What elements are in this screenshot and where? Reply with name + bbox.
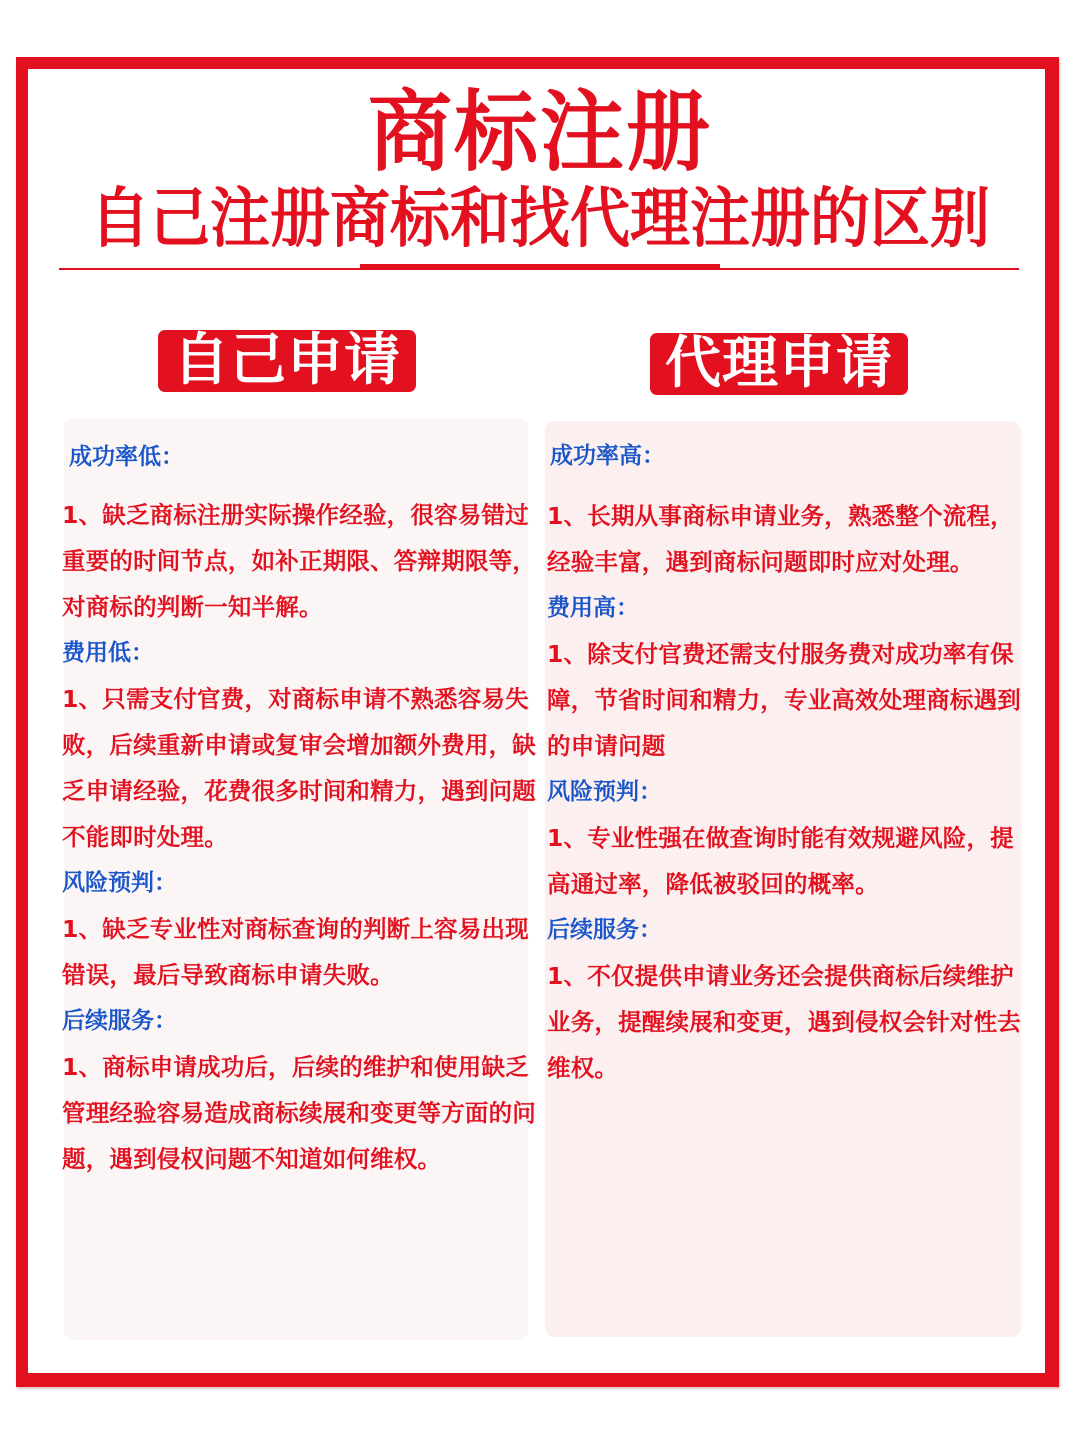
section-body-risk: 1、专业性强在做查询时能有效规避风险，提高通过率，降低被驳回的概率。 xyxy=(547,824,1014,898)
page-title: 商标注册 xyxy=(367,80,712,184)
section-heading-follow-up: 后续服务： xyxy=(62,1008,177,1034)
section-body-success-rate: 1、长期从事商标申请业务，熟悉整个流程，经验丰富，遇到商标问题即时应对处理。 xyxy=(547,502,1014,576)
section-body-cost: 1、只需支付官费，对商标申请不熟悉容易失败，后续重新申请或复审会增加额外费用，缺乏申请经验，花费很多时间和精力，遇到问题不能即时处理。 xyxy=(62,685,536,851)
section-heading-risk: 风险预判： xyxy=(62,870,177,896)
section-heading-risk: 风险预判： xyxy=(547,779,662,805)
panel-self-application xyxy=(62,418,536,1340)
section-heading-follow-up: 后续服务： xyxy=(547,917,662,943)
section-body-follow-up: 1、商标申请成功后，后续的维护和使用缺乏管理经验容易造成商标续展和变更等方面的问题，遇到侵权问题不知道如何维权。 xyxy=(62,1053,536,1173)
section-body-cost: 1、除支付官费还需支付服务费对成功率有保障，节省时间和精力，专业高效处理商标遇到的申请问题 xyxy=(547,640,1021,760)
title-divider-accent xyxy=(360,264,720,270)
section-heading-success-rate: 成功率低： xyxy=(69,444,184,470)
badge-self-application: 自己申请 xyxy=(158,330,416,392)
section-heading-success-rate: 成功率高： xyxy=(550,443,665,469)
section-heading-cost: 费用高： xyxy=(547,595,639,621)
panel-agent-application xyxy=(545,421,1021,1337)
page-subtitle: 自己注册商标和找代理注册的区别 xyxy=(90,181,990,257)
section-heading-cost: 费用低： xyxy=(62,640,154,666)
badge-agent-application: 代理申请 xyxy=(650,333,908,395)
section-body-follow-up: 1、不仅提供申请业务还会提供商标后续维护业务，提醒续展和变更，遇到侵权会针对性去维权。 xyxy=(547,962,1021,1082)
section-body-success-rate: 1、缺乏商标注册实际操作经验，很容易错过重要的时间节点，如补正期限、答辩期限等，对商标的判断一知半解。 xyxy=(62,501,536,621)
section-body-risk: 1、缺乏专业性对商标查询的判断上容易出现错误，最后导致商标申请失败。 xyxy=(62,915,529,989)
